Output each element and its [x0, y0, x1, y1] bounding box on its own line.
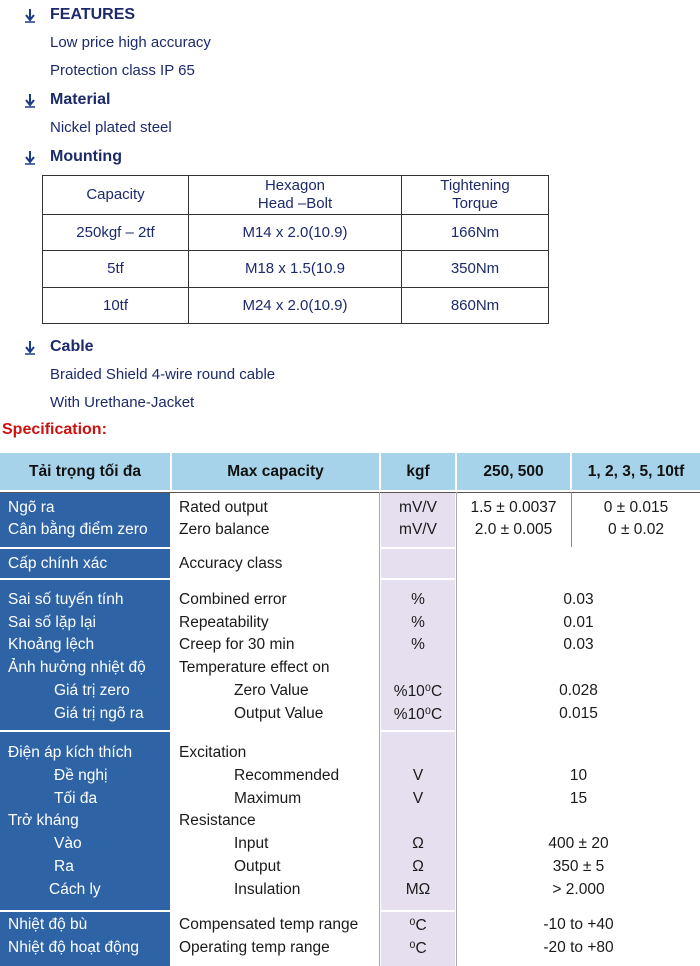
cable-item: Braided Shield 4-wire round cable: [50, 366, 276, 383]
mounting-heading: [22, 146, 122, 168]
arrow-bullet-icon: [22, 7, 38, 23]
val-zero-balance-b: 0 ± 0.02: [608, 521, 664, 538]
vn-resistance: Trở kháng: [8, 812, 79, 829]
vn-temp-zero-value: Giá trị zero: [54, 682, 130, 699]
unit-recommended: V: [412, 767, 424, 784]
val-recommended: 10: [569, 767, 588, 784]
val-input: 400 ± 20: [548, 835, 609, 852]
table-row: [43, 215, 549, 251]
unit-temp-output-value: %10⁰C: [393, 706, 443, 723]
en-resistance: Resistance: [179, 812, 256, 829]
specification-table: [0, 450, 700, 966]
vn-output-resistance: Ra: [54, 858, 74, 875]
en-combined-error: Combined error: [179, 591, 287, 608]
en-rated-output: Rated output: [179, 499, 268, 516]
header-max-capacity: Max capacity: [172, 453, 379, 490]
cable-item: With Urethane-Jacket: [50, 394, 195, 411]
en-compensated-temp: Compensated temp range: [179, 916, 359, 933]
vn-compensated-temp: Nhiệt độ bù: [8, 916, 88, 933]
en-output-resistance: Output: [234, 858, 281, 875]
specification-title: Specification:: [2, 421, 107, 438]
material-heading: [22, 89, 110, 111]
cell-torque: 350Nm: [402, 251, 549, 288]
val-combined-error: 0.03: [563, 591, 594, 608]
val-output-resistance: 350 ± 5: [552, 858, 605, 875]
table-row: [43, 288, 549, 324]
vn-accuracy-class: Cấp chính xác: [8, 555, 108, 572]
features-item: Protection class IP 65: [50, 62, 195, 79]
material-title: Material: [50, 91, 111, 108]
cell-capacity: 5tf: [43, 251, 189, 288]
vn-rated-output: Ngõ ra: [8, 499, 55, 516]
unit-rated-output: mV/V: [399, 499, 437, 516]
table-header-row: [43, 176, 549, 215]
table-row: [43, 251, 549, 288]
header-vn: Tải trọng tối đa: [0, 453, 170, 490]
header-range-b: 1, 2, 3, 5, 10tf: [572, 453, 700, 490]
cell-torque: 860Nm: [402, 288, 549, 324]
cell-bolt: M18 x 1.5(10.9: [189, 251, 402, 288]
en-recommended: Recommended: [234, 767, 340, 784]
val-rated-output-b: 0 ± 0.015: [603, 499, 669, 516]
val-insulation: > 2.000: [552, 881, 605, 898]
en-operating-temp: Operating temp range: [179, 939, 330, 956]
val-temp-output-value: 0.015: [559, 705, 598, 722]
header-torque: Tightening Torque: [402, 176, 549, 215]
features-heading: [22, 4, 135, 26]
en-insulation: Insulation: [234, 881, 301, 898]
cell-torque: 166Nm: [402, 215, 549, 251]
vn-input: Vào: [54, 835, 82, 852]
arrow-bullet-icon: [22, 92, 38, 108]
en-accuracy-class: Accuracy class: [179, 555, 283, 572]
val-operating-temp: -20 to +80: [543, 939, 614, 956]
unit-repeatability: %: [411, 614, 425, 631]
cell-capacity: 250kgf – 2tf: [43, 215, 189, 251]
vn-maximum: Tối đa: [54, 790, 98, 807]
val-repeatability: 0.01: [563, 614, 594, 631]
en-maximum: Maximum: [234, 790, 302, 807]
arrow-bullet-icon: [22, 149, 38, 165]
header-range-a: 250, 500: [457, 453, 570, 490]
vn-recommended: Đề nghị: [54, 767, 108, 784]
en-input: Input: [234, 835, 269, 852]
cell-capacity: 10tf: [43, 288, 189, 324]
vn-operating-temp: Nhiệt độ hoạt động: [8, 939, 139, 956]
cell-bolt: M24 x 2.0(10.9): [189, 288, 402, 324]
cable-heading: [22, 336, 94, 358]
unit-maximum: V: [412, 790, 424, 807]
header-unit: kgf: [381, 453, 455, 490]
unit-insulation: MΩ: [405, 881, 431, 898]
arrow-bullet-icon: [22, 339, 38, 355]
unit-operating-temp: ⁰C: [409, 940, 427, 957]
val-creep: 0.03: [563, 636, 594, 653]
val-rated-output-a: 1.5 ± 0.0037: [470, 499, 557, 516]
en-zero-balance: Zero balance: [179, 521, 270, 538]
cell-bolt: M14 x 2.0(10.9): [189, 215, 402, 251]
vn-creep: Khoảng lệch: [8, 636, 95, 653]
unit-compensated-temp: ⁰C: [409, 917, 427, 934]
en-temp-zero-value: Zero Value: [234, 682, 309, 699]
vn-temperature-effect: Ảnh hưởng nhiệt độ: [8, 659, 146, 676]
unit-creep: %: [411, 636, 425, 653]
en-temp-output-value: Output Value: [234, 705, 324, 722]
vn-temp-output-value: Giá trị ngõ ra: [54, 705, 144, 722]
vn-insulation: Cách ly: [49, 881, 101, 898]
unit-output-resistance: Ω: [412, 858, 424, 875]
cable-title: Cable: [50, 338, 94, 355]
unit-temp-zero-value: %10⁰C: [393, 683, 443, 700]
header-capacity: Capacity: [43, 176, 189, 215]
vn-combined-error: Sai số tuyến tính: [8, 591, 124, 608]
features-item: Low price high accuracy: [50, 34, 211, 51]
mounting-table: [42, 175, 549, 324]
en-repeatability: Repeatability: [179, 614, 269, 631]
en-creep: Creep for 30 min: [179, 636, 295, 653]
features-title: FEATURES: [50, 6, 136, 23]
material-item: Nickel plated steel: [50, 119, 172, 136]
vn-repeatability: Sai số lặp lại: [8, 614, 96, 631]
unit-input: Ω: [412, 835, 424, 852]
val-zero-balance-a: 2.0 ± 0.005: [474, 521, 553, 538]
mounting-title: Mounting: [50, 148, 122, 165]
vn-excitation: Điện áp kích thích: [8, 744, 133, 761]
val-maximum: 15: [569, 790, 588, 807]
en-excitation: Excitation: [179, 744, 247, 761]
val-temp-zero-value: 0.028: [559, 682, 598, 699]
vn-zero-balance: Cân bằng điểm zero: [8, 521, 148, 538]
unit-zero-balance: mV/V: [399, 521, 437, 538]
en-temperature-effect: Temperature effect on: [179, 659, 330, 676]
header-hexagon: Hexagon Head –Bolt: [189, 176, 402, 215]
val-compensated-temp: -10 to +40: [543, 916, 614, 933]
unit-combined-error: %: [411, 591, 425, 608]
